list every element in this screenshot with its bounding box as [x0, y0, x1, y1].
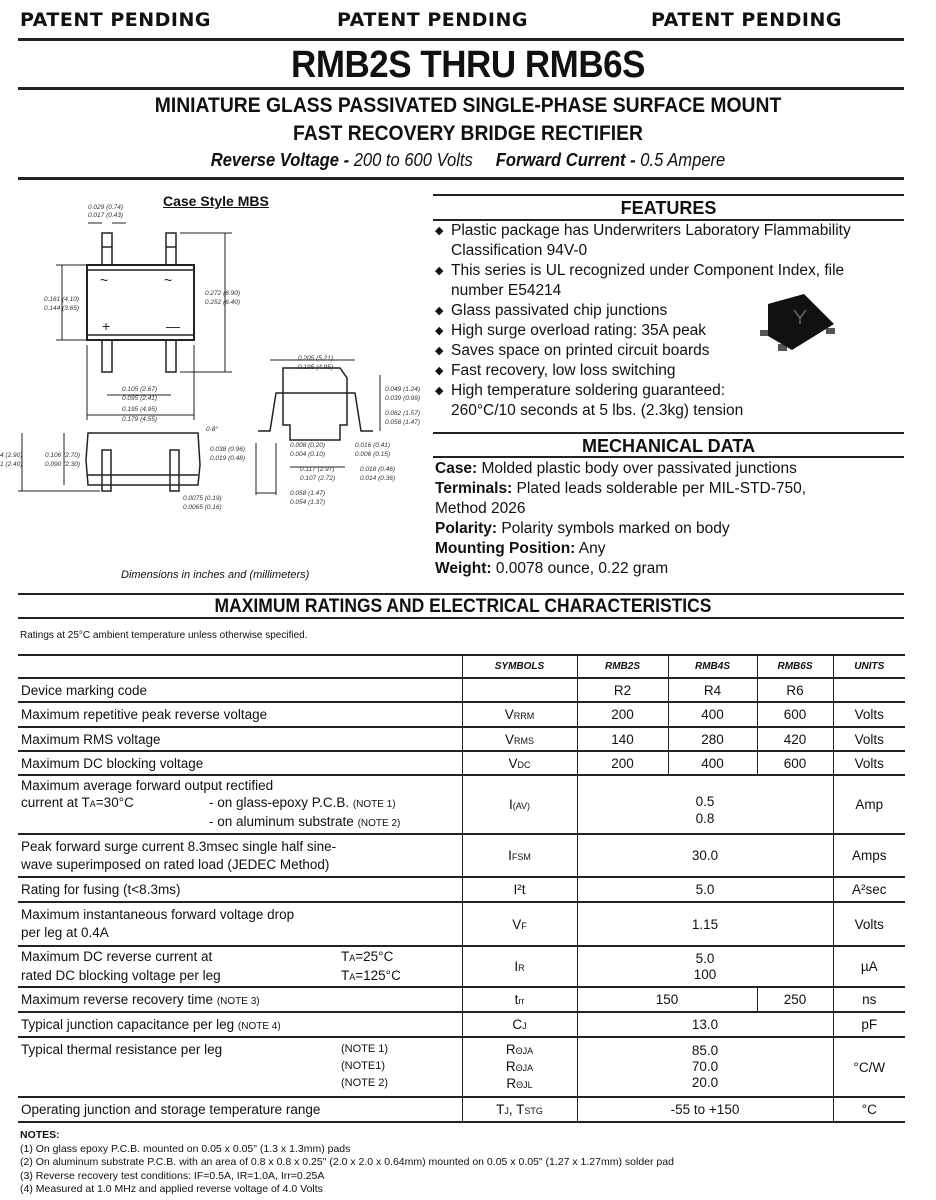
lead — [760, 330, 769, 336]
unit: °C — [833, 1097, 905, 1122]
value: 0.5 0.8 — [577, 775, 833, 834]
param: Maximum repetitive peak reverse voltage — [18, 702, 462, 727]
feature-item: ◆ Plastic package has Underwriters Laboratory Flammability Classification 94V-0 — [435, 222, 851, 259]
value: 600 — [757, 751, 833, 775]
rating-summary — [37, 150, 898, 171]
diamond-bullet-icon: ◆ — [435, 265, 444, 277]
symbol: IFSM — [462, 834, 577, 877]
col-header-rmb4s: RMB4S — [668, 655, 757, 678]
mech-item-terminals: Terminals: Plated leads solderable per MIL-STD-750, Method 2026 — [435, 480, 807, 517]
symbol: trr — [462, 987, 577, 1012]
symbol: VRMS — [462, 727, 577, 751]
svg-text:0.058 (1.47): 0.058 (1.47) — [385, 419, 421, 426]
value: R6 — [757, 678, 833, 702]
param: Typical thermal resistance per leg (NOTE 1) (NOTE1) (NOTE 2) — [18, 1037, 462, 1097]
param: Maximum reverse recovery time (NOTE 3) — [18, 987, 462, 1012]
unit: Volts — [833, 727, 905, 751]
table-row — [18, 678, 905, 702]
reverse-voltage-value: 200 to 600 Volts — [349, 150, 473, 170]
table-row — [18, 1097, 905, 1122]
divider — [18, 38, 904, 41]
unit: µA — [833, 946, 905, 987]
ratings-table — [18, 654, 905, 1123]
minus-mark-icon: — — [166, 318, 180, 334]
svg-text:0.107 (2.72): 0.107 (2.72) — [300, 475, 336, 482]
svg-text:0.018 (0.46): 0.018 (0.46) — [360, 466, 396, 473]
symbol: CJ — [462, 1012, 577, 1037]
value: 1.15 — [577, 902, 833, 946]
param: Operating junction and storage temperature range — [18, 1097, 462, 1122]
feature-item: ◆ High surge overload rating: 35A peak — [435, 322, 707, 339]
svg-text:4 (2.90): 4 (2.90) — [0, 452, 23, 459]
unit: Amp — [833, 775, 905, 834]
svg-text:0.117 (2.97): 0.117 (2.97) — [300, 466, 335, 473]
unit: °C/W — [833, 1037, 905, 1097]
table-row — [18, 751, 905, 775]
unit: pF — [833, 1012, 905, 1037]
lead — [166, 233, 176, 265]
value: -55 to +150 — [577, 1097, 833, 1122]
feature-item: ◆ Glass passivated chip junctions — [435, 302, 668, 319]
ratings-heading: MAXIMUM RATINGS AND ELECTRICAL CHARACTERISTICS — [214, 596, 712, 617]
svg-text:0.058 (1.47): 0.058 (1.47) — [290, 490, 326, 497]
svg-text:0-8°: 0-8° — [206, 426, 218, 433]
feature-item: ◆ This series is UL recognized under Component Index, file number E54214 — [435, 262, 845, 299]
param: Maximum DC reverse current at TA=25°C rated DC blocking voltage per leg TA=125°C — [18, 946, 462, 987]
svg-text:0.049 (1.24): 0.049 (1.24) — [385, 386, 421, 393]
notes — [20, 1129, 674, 1197]
divider — [18, 177, 904, 180]
value: 250 — [757, 987, 833, 1012]
col-header-rmb2s: RMB2S — [577, 655, 668, 678]
note-item: (3) Reverse recovery test conditions: IF=0.5A, IR=1.0A, Irr=0.25A — [20, 1169, 325, 1182]
case-style-title: Case Style MBS — [163, 193, 269, 209]
svg-text:0.016 (0.41): 0.016 (0.41) — [355, 442, 391, 449]
svg-text:0.179 (4.55): 0.179 (4.55) — [122, 416, 158, 423]
symbol: I²t — [462, 877, 577, 902]
value: 5.0 — [577, 877, 833, 902]
svg-text:0.095 (2.41): 0.095 (2.41) — [122, 395, 158, 402]
symbol: I(AV) — [462, 775, 577, 834]
subtitle-line-1: MINIATURE GLASS PASSIVATED SINGLE-PHASE SURFACE MOUNT — [154, 94, 782, 117]
unit: Amps — [833, 834, 905, 877]
forward-current-label: Forward Current - — [495, 150, 636, 170]
unit: Volts — [833, 702, 905, 727]
unit: Volts — [833, 902, 905, 946]
svg-text:0.0065 (0.16): 0.0065 (0.16) — [183, 504, 222, 511]
dimensions-note: Dimensions in inches and (millimeters) — [121, 569, 310, 581]
symbol: IR — [462, 946, 577, 987]
svg-text:0.039 (0.99): 0.039 (0.99) — [385, 395, 421, 402]
value: 150 — [577, 987, 757, 1012]
diamond-bullet-icon: ◆ — [435, 225, 444, 237]
svg-text:0.105 (2.67): 0.105 (2.67) — [122, 386, 158, 393]
value: 420 — [757, 727, 833, 751]
table-header-row — [18, 655, 905, 678]
svg-text:0.205 (5.21): 0.205 (5.21) — [298, 355, 334, 362]
divider — [18, 617, 904, 619]
feature-item: ◆ Saves space on printed circuit boards — [435, 342, 710, 359]
note-item: (4) Measured at 1.0 MHz and applied reverse voltage of 4.0 Volts — [20, 1183, 323, 1195]
svg-text:0.006 (0.15): 0.006 (0.15) — [355, 451, 391, 458]
svg-text:0.038 (0.96): 0.038 (0.96) — [210, 446, 246, 453]
svg-text:0.017 (0.43): 0.017 (0.43) — [88, 212, 124, 219]
table-row — [18, 1037, 905, 1097]
param: Maximum DC blocking voltage — [18, 751, 462, 775]
value: R2 — [577, 678, 668, 702]
ac-mark-icon: ~ — [100, 272, 109, 288]
diamond-bullet-icon: ◆ — [435, 365, 444, 377]
package-outline-drawing — [0, 195, 430, 565]
col-header-symbols: SYMBOLS — [462, 655, 577, 678]
table-row — [18, 902, 905, 946]
mechanical-heading: MECHANICAL DATA — [582, 436, 755, 456]
svg-text:0.019 (0.48): 0.019 (0.48) — [210, 455, 246, 462]
value: 5.0 100 — [577, 946, 833, 987]
feature-item: ◆ High temperature soldering guaranteed: 260°C/10 seconds at 5 lbs. (2.3kg) tension — [435, 382, 744, 419]
features-heading: FEATURES — [620, 198, 717, 218]
patent-pending-label: PATENT PENDING — [20, 9, 211, 31]
table-row — [18, 727, 905, 751]
forward-current-value: 0.5 Ampere — [635, 150, 726, 170]
svg-text:1 (2.40): 1 (2.40) — [0, 461, 23, 468]
lead — [102, 233, 112, 265]
param: Rating for fusing (t<8.3ms) — [18, 877, 462, 902]
diamond-bullet-icon: ◆ — [435, 325, 444, 337]
param: Maximum RMS voltage — [18, 727, 462, 751]
note-item: (1) On glass epoxy P.C.B. mounted on 0.05 x 0.05" (1.3 x 1.3mm) pads — [20, 1142, 351, 1155]
svg-text:0.195 (4.95): 0.195 (4.95) — [122, 406, 158, 413]
chip-body — [768, 294, 834, 350]
mech-item-polarity: Polarity: Polarity symbols marked on body — [435, 520, 730, 537]
svg-text:0.062 (1.57): 0.062 (1.57) — [385, 410, 421, 417]
divider — [18, 593, 904, 595]
symbol: VDC — [462, 751, 577, 775]
svg-text:0.195 (4.95): 0.195 (4.95) — [298, 364, 334, 371]
dim-text: 0.029 (0.74) — [88, 204, 124, 211]
unit: Volts — [833, 751, 905, 775]
svg-text:0.008 (0.20): 0.008 (0.20) — [290, 442, 326, 449]
value: 280 — [668, 727, 757, 751]
svg-text:0.054 (1.37): 0.054 (1.37) — [290, 499, 326, 506]
symbol: VRRM — [462, 702, 577, 727]
svg-text:0.144 (3.65): 0.144 (3.65) — [44, 305, 80, 312]
value: 13.0 — [577, 1012, 833, 1037]
table-row — [18, 877, 905, 902]
mech-item-mounting: Mounting Position: Any — [435, 540, 606, 557]
value: 200 — [577, 702, 668, 727]
col-header-units: UNITS — [833, 655, 905, 678]
value: 140 — [577, 727, 668, 751]
svg-text:0.272 (6.90): 0.272 (6.90) — [205, 290, 241, 297]
svg-text:0.004 (0.10): 0.004 (0.10) — [290, 451, 326, 458]
param: Maximum average forward output rectified current at TA=30°C - on glass-epoxy P.C.B. (NOTE 1) - on aluminum substrate (NOTE 2) — [18, 775, 462, 834]
reverse-voltage-label: Reverse Voltage - — [210, 150, 350, 170]
value: 200 — [577, 751, 668, 775]
param: Maximum instantaneous forward voltage drop per leg at 0.4A — [18, 902, 462, 946]
value: R4 — [668, 678, 757, 702]
svg-text:0.090 (2.30): 0.090 (2.30) — [45, 461, 81, 468]
svg-text:0.014 (0.36): 0.014 (0.36) — [360, 475, 396, 482]
unit: A²sec — [833, 877, 905, 902]
subtitle-line-2: FAST RECOVERY BRIDGE RECTIFIER — [293, 122, 643, 145]
svg-text:0.252 (6.40): 0.252 (6.40) — [205, 299, 241, 306]
divider — [433, 194, 904, 196]
symbol: VF — [462, 902, 577, 946]
value: 400 — [668, 702, 757, 727]
feature-item: ◆ Fast recovery, low loss switching — [435, 362, 676, 379]
value: 30.0 — [577, 834, 833, 877]
value: 600 — [757, 702, 833, 727]
divider — [433, 456, 904, 458]
chip-photo — [756, 292, 841, 357]
table-row — [18, 987, 905, 1012]
mechanical-list — [435, 459, 905, 579]
mech-item-case: Case: Molded plastic body over passivated junctions — [435, 460, 797, 477]
table-row — [18, 775, 905, 834]
ratings-note: Ratings at 25°C ambient temperature unless otherwise specified. — [20, 630, 308, 641]
patent-pending-label: PATENT PENDING — [337, 9, 528, 31]
svg-text:0.0075 (0.19): 0.0075 (0.19) — [183, 495, 222, 502]
symbol: TJ, TSTG — [462, 1097, 577, 1122]
plus-mark-icon: + — [102, 318, 111, 334]
unit: ns — [833, 987, 905, 1012]
patent-pending-label: PATENT PENDING — [651, 9, 842, 31]
value: 400 — [668, 751, 757, 775]
divider — [433, 432, 904, 434]
svg-text:0.106 (2.70): 0.106 (2.70) — [45, 452, 81, 459]
divider — [18, 87, 904, 90]
param: Typical junction capacitance per leg (NOTE 4) — [18, 1012, 462, 1037]
diamond-bullet-icon: ◆ — [435, 385, 444, 397]
table-row — [18, 1012, 905, 1037]
notes-heading: NOTES: — [20, 1129, 60, 1141]
param: Peak forward surge current 8.3msec single half sine- wave superimposed on rated load (JEDEC Method) — [18, 834, 462, 877]
col-header-rmb6s: RMB6S — [757, 655, 833, 678]
table-row — [18, 702, 905, 727]
table-row — [18, 834, 905, 877]
diamond-bullet-icon: ◆ — [435, 345, 444, 357]
param: Device marking code — [18, 678, 462, 702]
table-row — [18, 946, 905, 987]
note-item: (2) On aluminum substrate P.C.B. with an area of 0.8 x 0.8 x 0.25" (2.0 x 2.0 x 0.64mm) mounted on 0.05 x 0.05" (1.27 x 1.27mm) solder pad — [20, 1156, 674, 1168]
value: 85.0 70.0 20.0 — [577, 1037, 833, 1097]
ac-mark-icon: ~ — [164, 272, 173, 288]
svg-text:0.161 (4.10): 0.161 (4.10) — [44, 296, 80, 303]
diamond-bullet-icon: ◆ — [435, 305, 444, 317]
page-title: RMB2S THRU RMB6S — [291, 44, 645, 86]
mech-item-weight: Weight: 0.0078 ounce, 0.22 gram — [435, 560, 669, 577]
symbol: RΘJA RΘJA RΘJL — [462, 1037, 577, 1097]
